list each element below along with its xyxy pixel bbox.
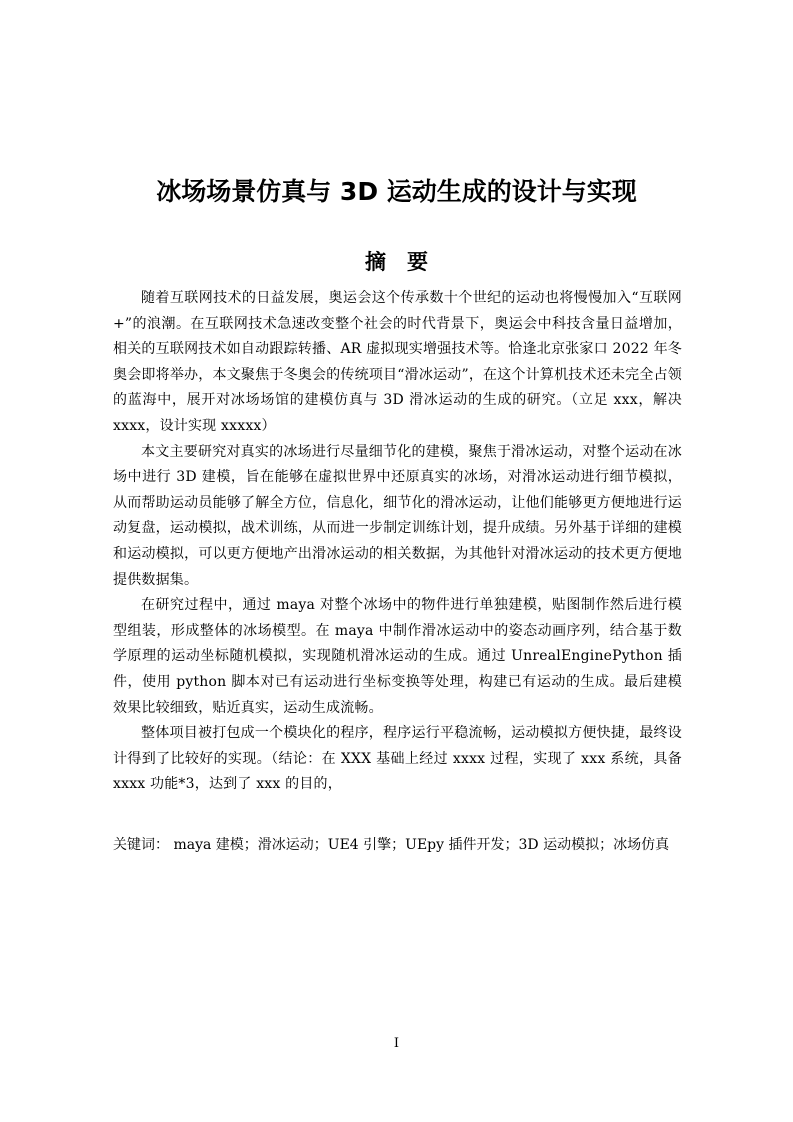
document-title: 冰场场景仿真与 3D 运动生成的设计与实现 [156,177,637,206]
abstract-paragraph: 随着互联网技术的日益发展，奥运会这个传承数十个世纪的运动也将慢慢加入“互联网+”的浪潮。在互联网技术急速改变整个社会的时代背景下，奥运会中科技含量日益增加，相关的互联网技术如自动跟踪转播、AR 虚拟现实增强技术等。恰逢北京张家口 2022 年冬奥会即将举办，本文聚焦于冬奥会的传统项目“滑冰运动”，在这个计算机技术还未完全占领的蓝海中，展开对冰场场馆的建模仿真与 3D 滑冰运动的生成的研究。（立足 xxx，解决 xxxx，设计实现 xxxxx） [113,290,682,434]
abstract-body [113,286,682,798]
abstract-paragraph: 在研究过程中，通过 maya 对整个冰场中的物件进行单独建模，贴图制作然后进行模型组装，形成整体的冰场模型。在 maya 中制作滑冰运动中的姿态动画序列，结合基于数学原理的运动坐标随机模拟，实现随机滑冰运动的生成。通过 UnrealEnginePython 插件，使用 python 脚本对已有运动进行坐标变换等处理，构建已有运动的生成。最后建模效果比较细致，贴近真实，运动生成流畅。 [113,597,682,716]
keywords: 关键词： maya 建模；滑冰运动；UE4 引擎；UEpy 插件开发；3D 运动模拟；冰场仿真 [113,837,670,853]
abstract-heading: 摘 要 [365,250,428,274]
page-number: I [393,1036,400,1051]
abstract-paragraph: 整体项目被打包成一个模块化的程序，程序运行平稳流畅，运动模拟方便快捷，最终设计得到了比较好的实现。（结论：在 XXX 基础上经过 xxxx 过程，实现了 xxx 系统，具备 xxxx 功能*3，达到了 xxx 的目的， [113,725,682,793]
abstract-paragraph: 本文主要研究对真实的冰场进行尽量细节化的建模，聚焦于滑冰运动，对整个运动在冰场中进行 3D 建模，旨在能够在虚拟世界中还原真实的冰场，对滑冰运动进行细节模拟，从而帮助运动员能够了解全方位，信息化，细节化的滑冰运动，让他们能够更方便地进行运动复盘，运动模拟，战术训练，从而进一步制定训练计划，提升成绩。另外基于详细的建模和运动模拟，可以更方便地产出滑冰运动的相关数据，为其他针对滑冰运动的技术更方便地提供数据集。 [113,443,682,588]
